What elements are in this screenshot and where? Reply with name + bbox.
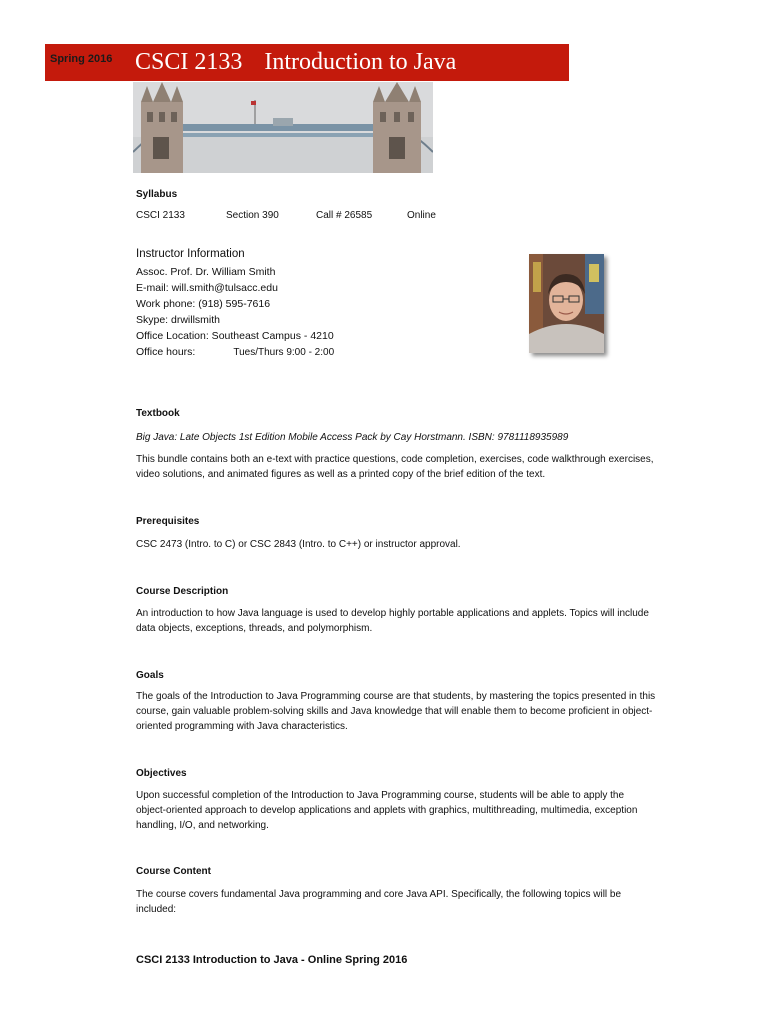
prerequisites-text: CSC 2473 (Intro. to C) or CSC 2843 (Intro. to C++) or instructor approval. — [136, 539, 461, 550]
textbook-description: This bundle contains both an e-text with practice questions, code completion, exercises, code walkthrough exercises, video solutions, and animated figures as well as a printed copy of the brief edition of the text. — [136, 454, 654, 480]
tower-bridge-image — [133, 82, 433, 173]
course-code: CSCI 2133 — [135, 49, 243, 75]
header-banner — [45, 44, 569, 81]
course-content-heading: Course Content — [136, 866, 211, 877]
office-hours-label: Office hours: — [136, 346, 196, 358]
office-hours-value: Tues/Thurs 9:00 - 2:00 — [233, 347, 335, 358]
objectives-heading: Objectives — [136, 768, 187, 779]
textbook-heading: Textbook — [136, 408, 180, 419]
objectives-text: Upon successful completion of the Introduction to Java Programming course, students will be able to apply the object-oriented approach to develop applications and applets with graphics, multithreading, multimedia, exception handling, I/O, and networking. — [136, 790, 638, 831]
course-content-text: The course covers fundamental Java programming and core Java API. Specifically, the following topics will be included: — [136, 889, 622, 915]
instructor-skype: Skype: drwillsmith — [136, 314, 221, 326]
course-title: Introduction to Java — [264, 49, 457, 75]
course-description-heading: Course Description — [136, 586, 229, 597]
goals-heading: Goals — [136, 670, 164, 681]
office-hours — [136, 344, 334, 361]
call-number: Call # 26585 — [316, 210, 373, 221]
goals-text: The goals of the Introduction to Java Programming course are that students, by mastering the topics presented in this course, gain valuable problem-solving skills and Java knowledge that will enable them to become proficient in object-oriented programming with Java characteristics. — [136, 691, 656, 732]
instructor-office: Office Location: Southeast Campus - 4210 — [136, 330, 334, 342]
page-footer: CSCI 2133 Introduction to Java - Online Spring 2016 — [136, 954, 408, 966]
syllabus-heading: Syllabus — [136, 189, 178, 200]
instructor-phone: Work phone: (918) 595-7616 — [136, 298, 271, 310]
instructor-details — [136, 264, 334, 361]
course-number: CSCI 2133 — [136, 210, 185, 221]
instructor-heading: Instructor Information — [136, 248, 245, 260]
prerequisites-heading: Prerequisites — [136, 516, 200, 527]
instructor-name: Assoc. Prof. Dr. William Smith — [136, 266, 276, 278]
term-label: Spring 2016 — [50, 53, 113, 65]
instructor-email: E-mail: will.smith@tulsacc.edu — [136, 282, 278, 294]
textbook-citation: Big Java: Late Objects 1st Edition Mobile Access Pack by Cay Horstmann. ISBN: 9781118935989 — [136, 432, 569, 443]
delivery-mode: Online — [407, 210, 436, 221]
instructor-photo — [529, 254, 604, 353]
page-title — [135, 49, 456, 76]
course-description-text: An introduction to how Java language is used to develop highly portable applications and applets. Topics will include data objects, exceptions, threads, and polymorphism. — [136, 608, 649, 634]
section-number: Section 390 — [226, 210, 279, 221]
